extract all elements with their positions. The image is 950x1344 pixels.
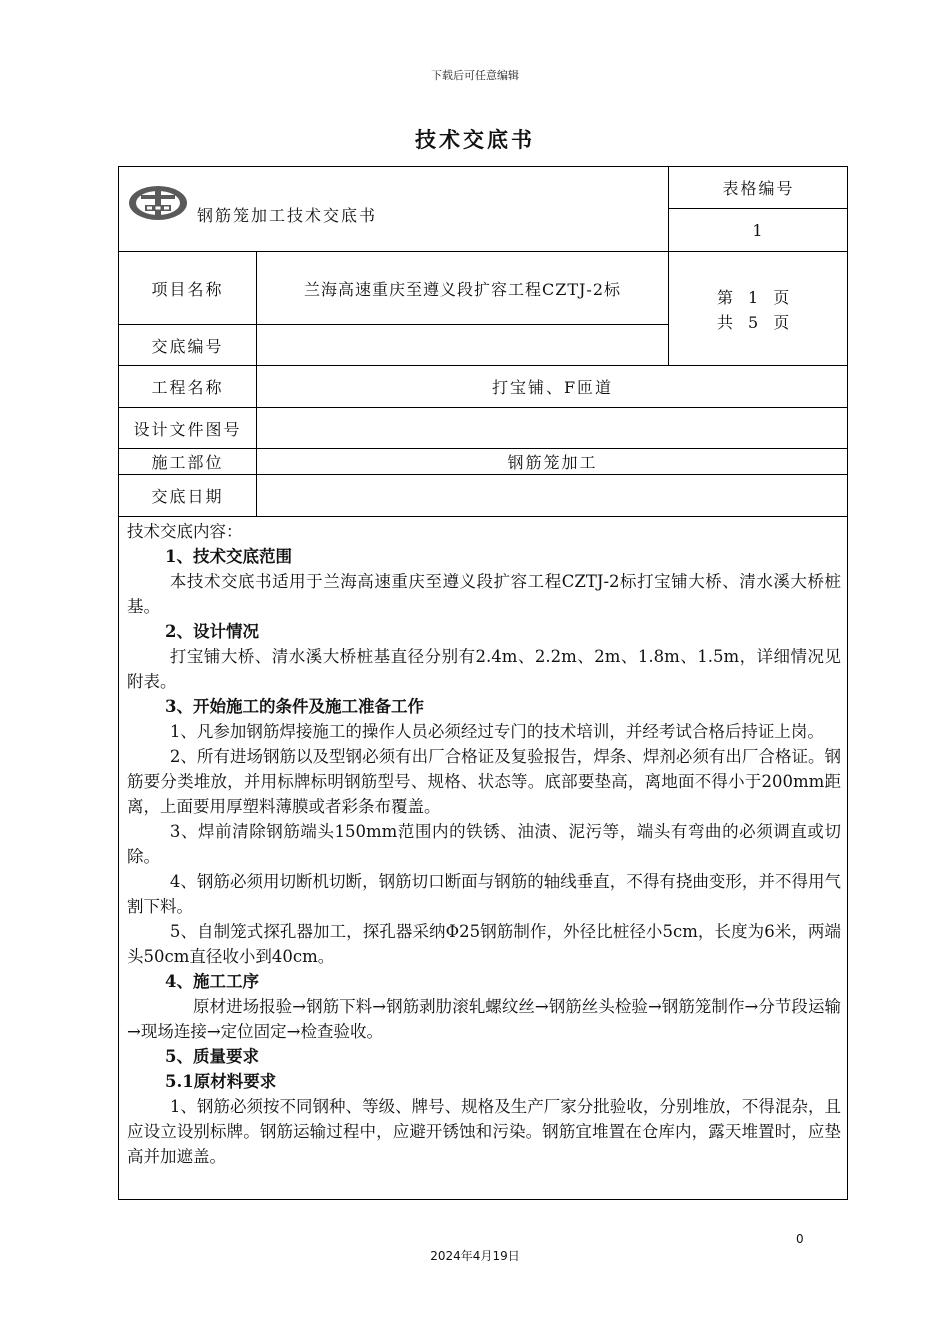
document-title: 技术交底书 <box>415 127 535 152</box>
section-heading-design: 2、设计情况 <box>165 622 259 641</box>
divider <box>119 516 848 517</box>
construction-part-value: 钢筋笼加工 <box>507 453 598 472</box>
doc-name: 钢筋笼加工技术交底书 <box>197 206 378 225</box>
section-paragraph: 原材进场报验→钢筋下料→钢筋剥肋滚轧螺纹丝→钢筋丝头检验→钢筋笼制作→分节段运输→现场连接→定位固定→检查验收。 <box>127 997 841 1041</box>
page-indicator <box>717 285 789 335</box>
disclosure-no-label: 交底编号 <box>151 336 224 356</box>
design-doc-label: 设计文件图号 <box>133 419 242 439</box>
content-intro: 技术交底内容： <box>127 522 243 541</box>
total-prefix: 共 <box>717 313 734 332</box>
section-heading-scope: 1、技术交底范围 <box>165 547 292 566</box>
section-paragraph: 4、钢筋必须用切断机切断，钢筋切口断面与钢筋的轴线垂直，不得有挠曲变形，并不得用气割下料。 <box>127 872 841 916</box>
project-name-label: 项目名称 <box>151 279 224 299</box>
total-unit: 页 <box>773 313 790 332</box>
section-paragraph: 1、钢筋必须按不同钢种、等级、牌号、规格及生产厂家分批验收，分别堆放，不得混杂，且应设立设别标牌。钢筋运输过程中，应避开锈蚀和污染。钢筋宜堆置在仓库内，露天堆置时，应垫高并加遮盖。 <box>127 1097 841 1166</box>
section-heading-quality: 5、质量要求 <box>165 1047 259 1066</box>
section-paragraph: 1、凡参加钢筋焊接施工的操作人员必须经过专门的技术培训，并经考试合格后持证上岗。 <box>169 722 824 741</box>
work-name-label: 工程名称 <box>151 378 224 397</box>
section-paragraph: 2、所有进场钢筋以及型钢必须有出厂合格证及复验报告，焊条、焊剂必须有出厂合格证。钢筋要分类堆放，并用标牌标明钢筋型号、规格、状态等。底部要垫高，离地面不得小于200mm距离，上面要用厚塑料薄膜或者彩条布覆盖。 <box>127 747 841 816</box>
page-prefix: 第 <box>717 288 734 307</box>
section-paragraph: 5、自制笼式探孔器加工，探孔器采纳Φ25钢筋制作，外径比桩径小5cm，长度为6米，两端头50cm直径收小到40cm。 <box>127 922 841 966</box>
company-logo-icon <box>127 181 189 225</box>
header-note: 下载后可任意编辑 <box>431 69 519 82</box>
page-current: 1 <box>748 288 759 307</box>
disclosure-no-value <box>257 325 668 365</box>
disclosure-date-label: 交底日期 <box>151 487 224 506</box>
disclosure-date-value <box>257 475 848 516</box>
design-doc-value <box>257 408 848 448</box>
section-paragraph: 3、焊前清除钢筋端头150mm范围内的铁锈、油渍、泥污等，端头有弯曲的必须调直或切除。 <box>127 822 841 866</box>
form-number-value: 1 <box>752 220 765 240</box>
form-number-label: 表格编号 <box>722 179 795 198</box>
disclosure-form <box>118 166 848 1200</box>
work-name-value: 打宝铺、F匝道 <box>491 378 614 397</box>
section-heading-procedure: 4、施工工序 <box>165 972 259 991</box>
section-heading-materials: 5.1原材料要求 <box>165 1072 277 1091</box>
page-total: 5 <box>748 313 759 332</box>
project-name-value: 兰海高速重庆至遵义段扩容工程CZTJ-2标 <box>303 279 622 299</box>
page-unit: 页 <box>773 288 790 307</box>
construction-part-label: 施工部位 <box>151 453 224 472</box>
footer-date: 2024年4月19日 <box>430 1249 520 1263</box>
section-heading-preparation: 3、开始施工的条件及施工准备工作 <box>165 697 424 716</box>
disclosure-content <box>127 519 841 1169</box>
page-number: 0 <box>796 1232 804 1246</box>
section-paragraph: 本技术交底书适用于兰海高速重庆至遵义段扩容工程CZTJ-2标打宝铺大桥、清水溪大桥桩基。 <box>127 572 841 616</box>
section-paragraph: 打宝铺大桥、清水溪大桥桩基直径分别有2.4m、2.2m、2m、1.8m、1.5m，详细情况见附表。 <box>127 647 841 691</box>
